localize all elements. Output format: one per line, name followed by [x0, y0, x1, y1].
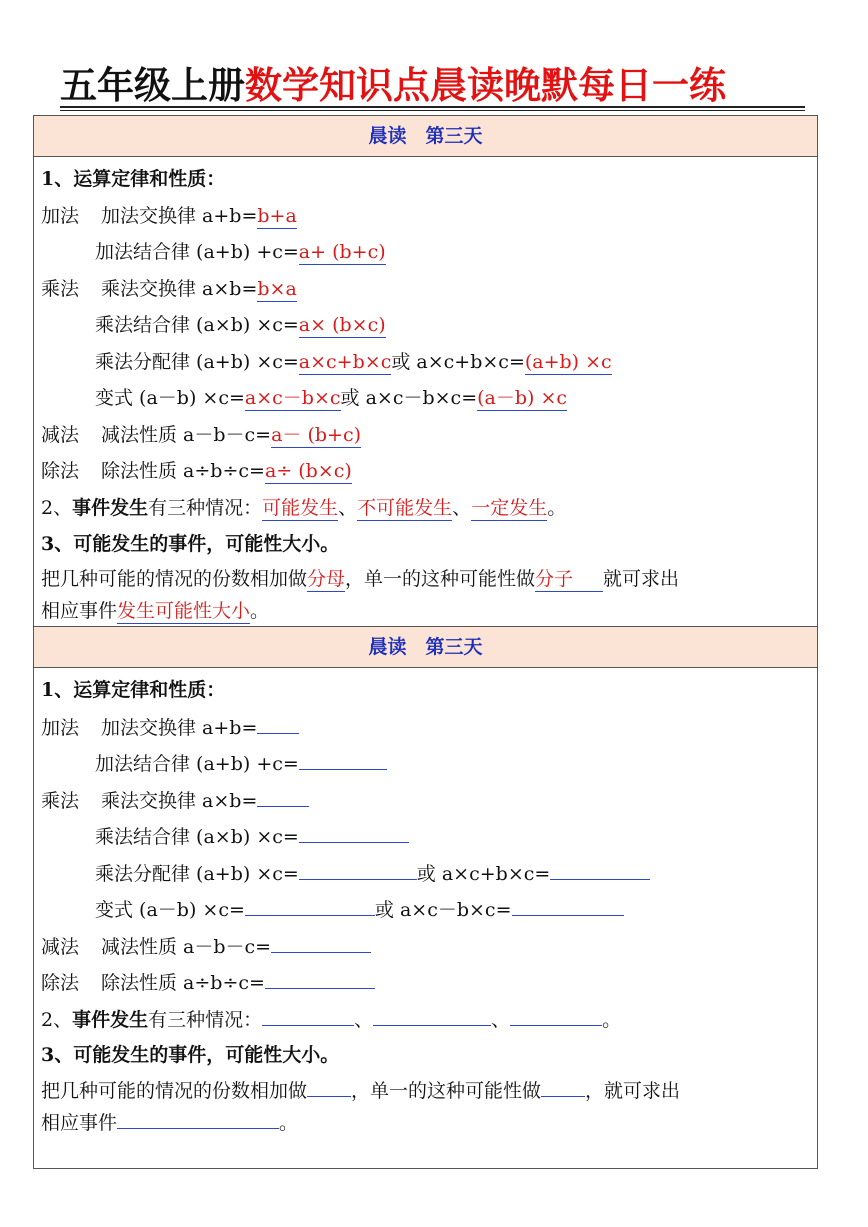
answer: 发生可能性大小	[117, 600, 251, 622]
text: 就可求出	[603, 568, 680, 590]
separator: 、	[338, 497, 358, 519]
category-sub: 减法	[41, 936, 80, 958]
row-add-assoc	[95, 747, 387, 779]
row-mul-variant	[95, 382, 567, 414]
answer: a÷ (b×c)	[264, 460, 352, 482]
answer: b+a	[257, 205, 297, 227]
or-text: 或	[416, 863, 436, 885]
answer-blank[interactable]	[510, 1003, 602, 1026]
label: 有三种情况：	[148, 1009, 263, 1031]
row-add-comm	[41, 711, 299, 743]
label: 加法交换律 a+b=	[101, 205, 258, 227]
answer-blank[interactable]	[245, 893, 375, 916]
events-keyword: 事件发生	[72, 497, 149, 519]
period: 。	[250, 600, 270, 622]
row-div	[41, 455, 352, 487]
label: 除法性质 a÷b÷c=	[101, 460, 265, 482]
label: 有三种情况：	[148, 497, 263, 519]
answer-blank[interactable]	[541, 1074, 585, 1097]
row-mul-comm	[41, 273, 297, 305]
row-mul-dist	[95, 346, 612, 378]
row-events	[41, 492, 566, 524]
period: 。	[602, 1009, 622, 1031]
heading-laws: 1、运算定律和性质：	[41, 679, 226, 701]
row-sub	[41, 930, 371, 962]
title-topic: 数学知识点晨读晚默每日一练	[245, 64, 726, 107]
row-mul-assoc	[95, 309, 386, 341]
label: a×c+b×c=	[416, 351, 525, 373]
answer-blank[interactable]	[271, 930, 371, 953]
label: a×c+b×c=	[441, 863, 551, 885]
text: 相应事件	[41, 600, 118, 622]
label: 乘法交换律 a×b=	[101, 278, 258, 300]
answer: a×c+b×c	[298, 351, 392, 373]
category-add: 加法	[41, 717, 80, 739]
section-header: 晨读 第三天	[34, 116, 817, 157]
category-mul: 乘法	[41, 278, 80, 300]
label: 加法交换律 a+b=	[101, 717, 258, 739]
label: a×c－b×c=	[365, 387, 478, 409]
answer: 可能发生	[262, 497, 339, 519]
answer-blank[interactable]	[299, 857, 417, 880]
row-mul-variant	[95, 893, 624, 925]
text: ，单一的这种可能性做	[345, 568, 536, 590]
answer-blank[interactable]	[262, 1003, 354, 1026]
title-grade: 五年级上册	[60, 64, 245, 107]
row-add-assoc	[95, 236, 386, 268]
or-text: 或	[374, 899, 394, 921]
category-mul: 乘法	[41, 790, 80, 812]
page-title	[60, 62, 805, 110]
answer-blank[interactable]	[117, 1106, 279, 1129]
separator: 、	[452, 497, 472, 519]
answer: a×c－b×c	[244, 387, 341, 409]
answer: 分子	[535, 568, 603, 592]
text: 把几种可能的情况的份数相加做	[41, 1080, 308, 1102]
answer-blank[interactable]	[373, 1003, 491, 1026]
answer: (a+b) ×c	[524, 351, 612, 373]
answer-blank[interactable]	[257, 711, 299, 734]
label: 乘法分配律 (a+b) ×c=	[95, 863, 299, 885]
label: 加法结合律 (a+b) +c=	[95, 753, 299, 775]
row-prob-1	[41, 563, 679, 595]
or-text: 或	[340, 387, 360, 409]
heading-probability: 3、可能发生的事件，可能性大小。	[41, 533, 340, 555]
period: 。	[547, 497, 567, 519]
text: 把几种可能的情况的份数相加做	[41, 568, 308, 590]
row-mul-assoc	[95, 820, 409, 852]
row-prob-2	[41, 1106, 298, 1138]
text: ，就可求出	[585, 1080, 681, 1102]
answer: b×a	[257, 278, 297, 300]
label: 乘法结合律 (a×b) ×c=	[95, 826, 299, 848]
label: 除法性质 a÷b÷c=	[101, 972, 265, 994]
answer: 不可能发生	[357, 497, 453, 519]
label: 变式 (a－b) ×c=	[95, 899, 245, 921]
section-header: 晨读 第三天	[34, 627, 817, 668]
answer: 分母	[307, 568, 346, 590]
text: 相应事件	[41, 1112, 118, 1134]
recall-section	[33, 627, 818, 1169]
events-keyword: 事件发生	[72, 1009, 149, 1031]
answer-blank[interactable]	[257, 784, 309, 807]
category-div: 除法	[41, 972, 80, 994]
answer: a+ (b+c)	[298, 241, 386, 263]
row-mul-dist	[95, 857, 650, 889]
row-mul-comm	[41, 784, 309, 816]
label: 乘法交换律 a×b=	[101, 790, 258, 812]
answer-blank[interactable]	[550, 857, 650, 880]
title-rule-thin	[60, 110, 805, 111]
answer-blank[interactable]	[299, 820, 409, 843]
separator: 、	[491, 1009, 511, 1031]
label: a×c－b×c=	[399, 899, 512, 921]
reading-section	[33, 115, 818, 627]
row-div	[41, 966, 375, 998]
item-number: 2、	[41, 497, 73, 519]
label: 加法结合律 (a+b) +c=	[95, 241, 299, 263]
answer: 一定发生	[471, 497, 548, 519]
answer-blank[interactable]	[512, 893, 624, 916]
row-prob-2	[41, 595, 269, 627]
category-sub: 减法	[41, 424, 80, 446]
label: 变式 (a－b) ×c=	[95, 387, 245, 409]
row-sub	[41, 419, 361, 451]
answer: a× (b×c)	[298, 314, 386, 336]
row-events	[41, 1003, 621, 1035]
answer-blank[interactable]	[299, 747, 387, 770]
row-prob-1	[41, 1074, 680, 1106]
label: 乘法结合律 (a×b) ×c=	[95, 314, 299, 336]
label: 乘法分配律 (a+b) ×c=	[95, 351, 299, 373]
category-div: 除法	[41, 460, 80, 482]
category-add: 加法	[41, 205, 80, 227]
or-text: 或	[391, 351, 411, 373]
separator: 、	[354, 1009, 374, 1031]
answer: a－ (b+c)	[271, 424, 362, 446]
answer-blank[interactable]	[307, 1074, 351, 1097]
label: 减法性质 a－b－c=	[101, 936, 272, 958]
item-number: 2、	[41, 1009, 73, 1031]
text: ，单一的这种可能性做	[351, 1080, 542, 1102]
heading-probability: 3、可能发生的事件，可能性大小。	[41, 1044, 340, 1066]
heading-laws: 1、运算定律和性质：	[41, 168, 226, 190]
row-add-comm	[41, 200, 297, 232]
answer: (a－b) ×c	[477, 387, 568, 409]
answer-blank[interactable]	[265, 966, 375, 989]
title-rule	[60, 106, 805, 108]
period: 。	[279, 1112, 299, 1134]
label: 减法性质 a－b－c=	[101, 424, 272, 446]
